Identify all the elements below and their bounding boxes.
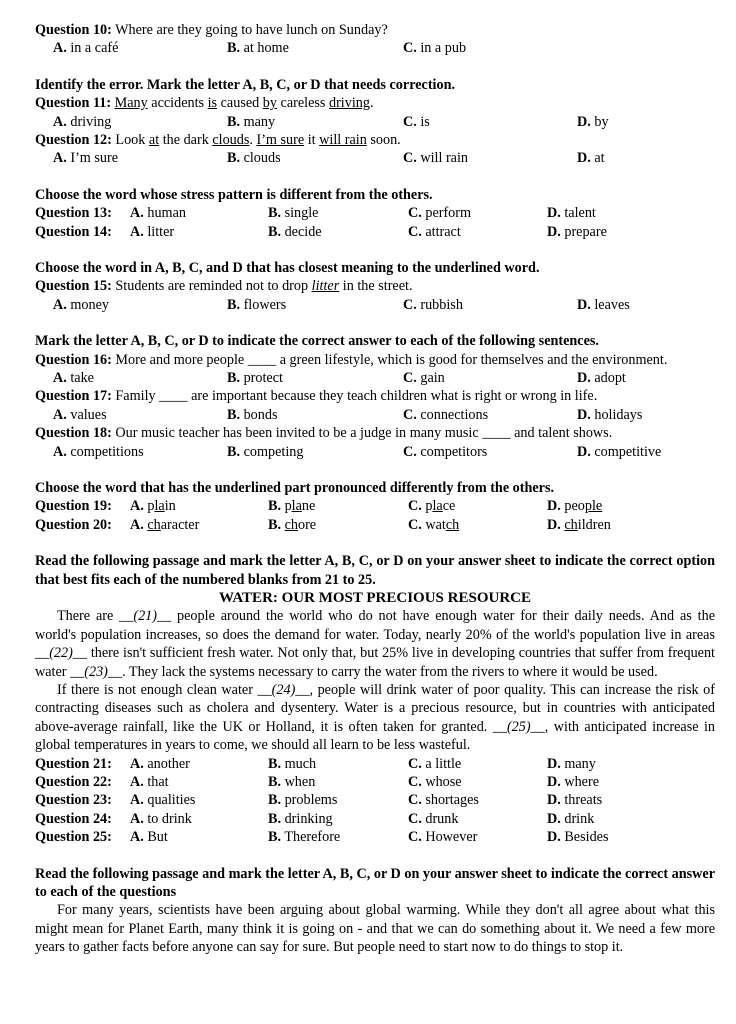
question-text: Where are they going to have lunch on Sunday? <box>111 22 388 38</box>
question-13 <box>35 204 715 222</box>
question-12-options <box>35 149 715 167</box>
option-b: B. protect <box>227 370 283 386</box>
option-a: A. But <box>130 829 168 846</box>
question-number: Question 24: <box>35 810 112 827</box>
question-18-options <box>35 443 715 461</box>
question-15-options <box>35 296 715 314</box>
option-d: D. many <box>547 755 596 772</box>
question-15: Question 15: Students are reminded not to drop litter in the street. <box>35 278 413 295</box>
option-b: B. competing <box>227 443 304 460</box>
option-b: B. clouds <box>227 150 281 167</box>
option-d: D. at <box>577 150 605 167</box>
option-d: D. threats <box>547 792 603 809</box>
question-number: Question 19: <box>35 498 112 515</box>
option-c: C. rubbish <box>403 296 463 313</box>
option-c: C. However <box>408 829 478 846</box>
option-a: A. driving <box>53 113 112 130</box>
question-11: Question 11: Many accidents is caused by careless driving. <box>35 95 374 112</box>
section-instruction-meaning: Choose the word in A, B, C, and D that has closest meaning to the underlined word. <box>35 259 540 276</box>
option-c: C. gain <box>403 370 445 386</box>
question-18: Question 18: Our music teacher has been invited to be a judge in many music ____ and talent shows. <box>35 425 613 442</box>
option-d: D. leaves <box>577 296 630 313</box>
option-b: B. decide <box>268 223 322 240</box>
question-number: Question 13: <box>35 205 112 222</box>
option-a: A. that <box>130 774 169 791</box>
question-12: Question 12: Look at the dark clouds. I’m sure it will rain soon. <box>35 132 401 148</box>
option-a: A. take <box>53 370 94 386</box>
section-instruction-error: Identify the error. Mark the letter A, B, C, or D that needs correction. <box>35 76 456 93</box>
question-20 <box>35 516 715 534</box>
option-a: A. in a café <box>53 40 119 57</box>
option-d: D. where <box>547 774 600 791</box>
question-number: Question 25: <box>35 829 112 846</box>
option-d: D. holidays <box>577 406 643 423</box>
question-19 <box>35 497 715 515</box>
question-23 <box>35 791 715 809</box>
option-c: C. shortages <box>408 792 479 809</box>
option-a: A. litter <box>130 223 175 240</box>
option-c: C. perform <box>408 205 472 222</box>
section-instruction-stress: Choose the word whose stress pattern is different from the others. <box>35 186 433 203</box>
question-21 <box>35 755 715 773</box>
question-number: Question 20: <box>35 516 112 533</box>
option-a: A. human <box>130 205 186 222</box>
option-c: C. in a pub <box>403 40 467 57</box>
option-c: C. a little <box>408 755 462 772</box>
option-a: A. I’m sure <box>53 150 119 167</box>
question-17: Question 17: Family ____ are important because they teach children what is right or wrong in life. <box>35 388 598 405</box>
question-number: Question 22: <box>35 774 112 791</box>
option-d: D. competitive <box>577 443 662 460</box>
question-16: Question 16: More and more people ____ a green lifestyle, which is good for themselves and the environment. <box>35 351 668 368</box>
option-c: C. drunk <box>408 810 459 827</box>
section-instruction-passage-2: Read the following passage and mark the letter A, B, C, or D on your answer sheet to indicate the correct answer to each of the questions <box>35 865 715 900</box>
option-d: D. talent <box>547 205 596 222</box>
option-a: A. money <box>53 296 109 313</box>
option-c: C. will rain <box>403 150 469 167</box>
option-c: C. attract <box>408 223 461 240</box>
option-a: A. qualities <box>130 792 196 809</box>
option-c: C. is <box>403 113 430 130</box>
option-b: B. plane <box>268 498 316 515</box>
option-d: D. prepare <box>547 223 607 240</box>
option-b: B. Therefore <box>268 829 341 846</box>
option-d: D. Besides <box>547 829 609 846</box>
question-22 <box>35 773 715 791</box>
option-a: A. to drink <box>130 810 192 827</box>
option-c: C. whose <box>408 774 462 791</box>
passage-title: WATER: OUR MOST PRECIOUS RESOURCE <box>219 589 531 606</box>
option-b: B. problems <box>268 792 338 809</box>
question-number: Question 14: <box>35 223 112 240</box>
section-instruction-passage-1: Read the following passage and mark the letter A, B, C, or D on your answer sheet to indicate the correct option that best fits each of the numbered blanks from 21 to 25. <box>35 553 715 588</box>
option-c: C. watch <box>408 516 460 533</box>
option-d: D. people <box>547 498 603 515</box>
section-instruction-correct-answer: Mark the letter A, B, C, or D to indicate the correct answer to each of the following sentences. <box>35 333 599 350</box>
option-d: D. children <box>547 516 611 533</box>
question-14 <box>35 223 715 241</box>
question-number: Question 21: <box>35 755 112 772</box>
option-c: C. place <box>408 498 456 515</box>
option-b: B. drinking <box>268 810 333 827</box>
question-25 <box>35 828 715 846</box>
option-d: D. adopt <box>577 370 626 386</box>
question-10 <box>35 21 715 39</box>
question-number: Question 23: <box>35 792 112 809</box>
option-a: A. values <box>53 406 107 423</box>
question-24 <box>35 810 715 828</box>
section-instruction-pronunciation: Choose the word that has the underlined part pronounced differently from the others. <box>35 479 555 496</box>
question-16-options <box>35 369 715 387</box>
passage-2-paragraph: For many years, scientists have been arguing about global warming. While they don't all agree about what this might mean for Planet Earth, many think it is going on - and that we can do something about it. We need a few more years to gather facts before anyone can say for sure. But people need to start now to do things to stop it. <box>35 902 715 956</box>
option-b: B. at home <box>227 40 289 57</box>
option-b: B. much <box>268 755 317 772</box>
option-b: B. many <box>227 113 276 130</box>
passage-paragraph-1: There are __(21)__ people around the world who do not have enough water for their daily needs. And as the world's population increases, so does the demand for water. Today, nearly 20% of the world's population live in areas __(22)__ there isn't sufficient fresh water. Not only that, but 25% live in developing countries that suffer from frequent water __(23)__. They lack the systems necessary to carry the water from the rivers to where it would be used. <box>35 608 716 680</box>
exam-page <box>35 21 715 957</box>
option-b: B. flowers <box>227 296 287 313</box>
option-a: A. plain <box>130 498 176 515</box>
question-17-options <box>35 406 715 424</box>
option-d: D. by <box>577 113 609 130</box>
question-11-options <box>35 113 715 131</box>
option-b: B. when <box>268 774 316 791</box>
option-a: A. character <box>130 516 200 533</box>
option-c: C. competitors <box>403 443 488 460</box>
option-b: B. chore <box>268 516 317 533</box>
option-a: A. another <box>130 755 190 772</box>
question-10-options <box>35 39 715 57</box>
passage-paragraph-2: If there is not enough clean water __(24)__, people will drink water of poor quality. This can increase the risk of contracting diseases such as cholera and dysentery. Water is a precious resource, but in countries with anticipated above-average rainfall, like the UK or Holland, it is often taken for granted. __(25)__, with anticipated increase in global temperatures in years to come, we should all learn to be less wasteful. <box>35 682 715 754</box>
option-b: B. bonds <box>227 406 278 423</box>
option-c: C. connections <box>403 406 489 423</box>
option-b: B. single <box>268 205 319 222</box>
option-d: D. drink <box>547 810 595 827</box>
option-a: A. competitions <box>53 443 144 460</box>
question-number: Question 10: <box>35 22 112 38</box>
